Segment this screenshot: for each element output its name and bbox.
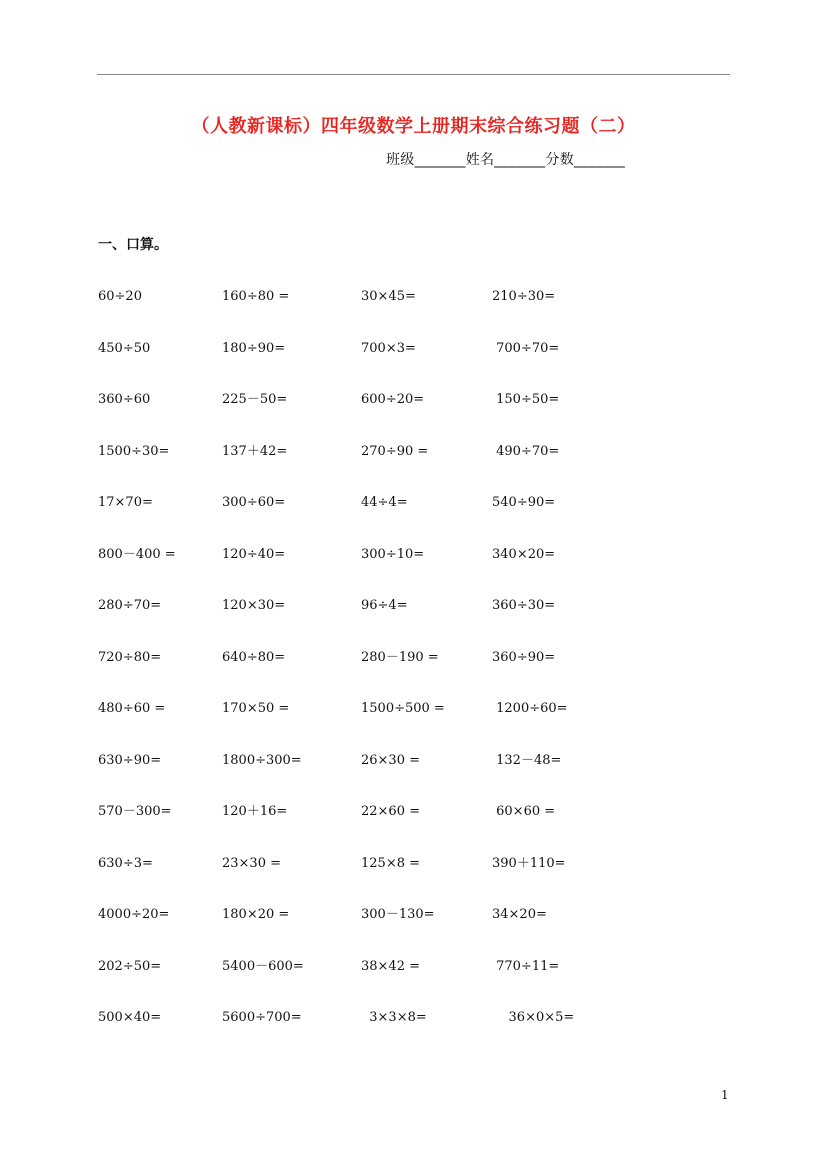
problem-item: 390＋110= <box>492 856 566 871</box>
problem-item: 270÷90 = <box>361 444 429 459</box>
problem-item: 120＋16= <box>222 804 288 819</box>
problem-item: 5400－600= <box>222 959 304 974</box>
problem-item: 180×20 = <box>222 907 290 922</box>
problem-item: 38×42 = <box>361 959 421 974</box>
problem-item: 1800÷300= <box>222 753 302 768</box>
problem-item: 360÷30= <box>492 598 556 613</box>
problem-row <box>0 957 827 977</box>
problem-item: 300－130= <box>361 907 435 922</box>
problem-item: 26×30 = <box>361 753 421 768</box>
problem-item: 280－190 = <box>361 650 439 665</box>
problem-item: 170×50 = <box>222 701 290 716</box>
problem-item: 570－300= <box>98 804 172 819</box>
problem-item: 1200÷60= <box>492 701 568 716</box>
problem-item: 770÷11= <box>492 959 560 974</box>
problem-item: 132－48= <box>492 753 562 768</box>
problem-item: 300÷60= <box>222 495 286 510</box>
problem-item: 700×3= <box>361 341 416 356</box>
problem-item: 630÷90= <box>98 753 162 768</box>
problem-item: 360÷60 <box>98 392 151 407</box>
problem-item: 23×30 = <box>222 856 282 871</box>
problem-item: 225－50= <box>222 392 288 407</box>
problem-item: 96÷4= <box>361 598 408 613</box>
problem-item: 120×30= <box>222 598 286 613</box>
problem-item: 340×20= <box>492 547 556 562</box>
page-number: 1 <box>721 1088 729 1102</box>
problem-item: 44÷4= <box>361 495 408 510</box>
problem-item: 5600÷700= <box>222 1010 302 1025</box>
page-title: （人教新课标）四年级数学上册期末综合练习题（二） <box>191 116 636 137</box>
problem-item: 22×60 = <box>361 804 421 819</box>
problem-item: 300÷10= <box>361 547 425 562</box>
problem-item: 630÷3= <box>98 856 153 871</box>
problem-item: 490÷70= <box>492 444 560 459</box>
problem-item: 800－400 = <box>98 547 176 562</box>
problem-item: 500×40= <box>98 1010 162 1025</box>
problem-item: 720÷80= <box>98 650 162 665</box>
problem-item: 17×70= <box>98 495 153 510</box>
problem-item: 30×45= <box>361 289 416 304</box>
problem-item: 4000÷20= <box>98 907 170 922</box>
problem-row <box>0 545 827 565</box>
problem-item: 125×8 = <box>361 856 421 871</box>
problem-row <box>0 493 827 513</box>
problem-item: 150÷50= <box>492 392 560 407</box>
problem-row <box>0 596 827 616</box>
problem-item: 60÷20 <box>98 289 142 304</box>
problem-item: 210÷30= <box>492 289 556 304</box>
problem-row <box>0 905 827 925</box>
problem-row <box>0 648 827 668</box>
problem-item: 120÷40= <box>222 547 286 562</box>
problem-item: 3×3×8= <box>361 1010 427 1025</box>
problem-item: 280÷70= <box>98 598 162 613</box>
problem-row <box>0 802 827 822</box>
problem-item: 640÷80= <box>222 650 286 665</box>
problem-item: 36×0×5= <box>492 1010 575 1025</box>
problem-item: 360÷90= <box>492 650 556 665</box>
problem-row <box>0 339 827 359</box>
student-info-line: 班级_______姓名_______分数_______ <box>386 152 626 168</box>
problem-item: 450÷50 <box>98 341 151 356</box>
problem-item: 1500÷30= <box>98 444 170 459</box>
problem-row <box>0 442 827 462</box>
problem-item: 480÷60 = <box>98 701 166 716</box>
section-heading: 一、口算。 <box>98 237 168 253</box>
problem-item: 700÷70= <box>492 341 560 356</box>
problem-item: 34×20= <box>492 907 547 922</box>
problem-item: 60×60 = <box>492 804 556 819</box>
problem-item: 160÷80 = <box>222 289 290 304</box>
problem-row <box>0 390 827 410</box>
problem-item: 180÷90= <box>222 341 286 356</box>
problem-item: 600÷20= <box>361 392 425 407</box>
problem-item: 202÷50= <box>98 959 162 974</box>
problem-row <box>0 751 827 771</box>
header-rule <box>97 74 730 75</box>
problem-row <box>0 699 827 719</box>
problem-row <box>0 1008 827 1028</box>
problem-item: 540÷90= <box>492 495 556 510</box>
problem-item: 1500÷500 = <box>361 701 445 716</box>
problem-row <box>0 287 827 307</box>
problem-row <box>0 854 827 874</box>
problem-item: 137＋42= <box>222 444 288 459</box>
